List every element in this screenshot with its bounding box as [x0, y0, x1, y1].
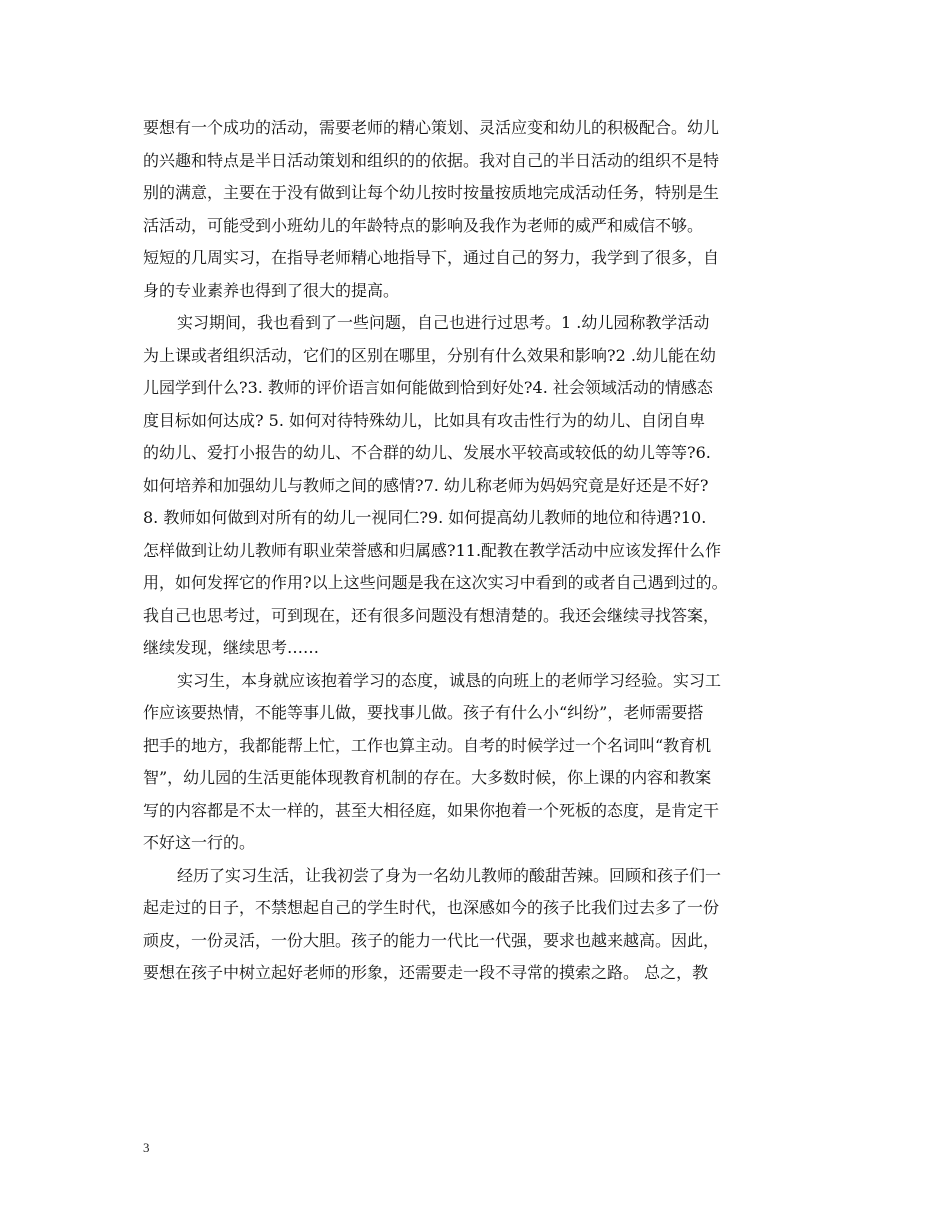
text-line: 短短的几周实习，在指导老师精心地指导下，通过自己的努力，我学到了很多，自 — [143, 248, 720, 267]
paragraph — [143, 860, 815, 990]
text-line: 8. 教师如何做到对所有的幼儿一视同仁?9. 如何提高幼儿教师的地位和待遇?10. — [143, 508, 707, 527]
text-line: 把手的地方，我都能帮上忙，工作也算主动。自考的时候学过一个名词叫“教育机 — [143, 735, 712, 755]
text-line: 度目标如何达成? 5. 如何对待特殊幼儿，比如具有攻击性行为的幼儿、自闭自卑 — [143, 410, 706, 430]
text-line: 儿园学到什么?3. 教师的评价语言如何能做到恰到好处?4. 社会领域活动的情感态 — [143, 378, 713, 397]
text-line: 活活动，可能受到小班幼儿的年龄特点的影响及我作为老师的威严和威信不够。 — [143, 215, 704, 235]
page-number: 3 — [143, 1140, 150, 1155]
text-line: 如何培养和加强幼儿与教师之间的感情?7. 幼儿称老师为妈妈究竟是好还是不好? — [143, 475, 709, 495]
text-line: 经历了实习生活，让我初尝了身为一名幼儿教师的酸甜苦辣。回顾和孩子们一 — [177, 865, 722, 885]
paragraph — [143, 665, 815, 860]
text-line: 用，如何发挥它的作用?以上这些问题是我在这次实习中看到的或者自己遇到过的。 — [143, 573, 728, 592]
document-body — [143, 112, 815, 990]
text-line: 身的专业素养也得到了很大的提高。 — [143, 280, 400, 300]
text-line: 为上课或者组织活动，它们的区别在哪里，分别有什么效果和影响?2 .幼儿能在幼 — [143, 345, 716, 365]
text-line: 作应该要热情，不能等事儿做，要找事儿做。孩子有什么小“纠纷”，老师需要搭 — [143, 703, 704, 722]
text-line: 起走过的日子，不禁想起自己的学生时代，也深感如今的孩子比我们过去多了一份 — [143, 898, 720, 917]
text-line: 怎样做到让幼儿教师有职业荣誉感和归属感?11.配教在教学活动中应该发挥什么作 — [143, 540, 722, 560]
text-line: 要想在孩子中树立起好老师的形象，还需要走一段不寻常的摸索之路。 总之，教 — [143, 963, 709, 982]
paragraph — [143, 112, 815, 307]
text-line: 要想有一个成功的活动，需要老师的精心策划、灵活应变和幼儿的积极配合。幼儿 — [143, 118, 720, 137]
text-line: 写的内容都是不太一样的，甚至大相径庭，如果你抱着一个死板的态度，是肯定干 — [143, 800, 720, 820]
text-line: 智”，幼儿园的生活更能体现教育机制的存在。大多数时候，你上课的内容和教案 — [143, 768, 712, 787]
text-line: 别的满意，主要在于没有做到让每个幼儿按时按量按质地完成活动任务，特别是生 — [143, 183, 720, 202]
text-line: 的幼儿、爱打小报告的幼儿、不合群的幼儿、发展水平较高或较低的幼儿等等?6. — [143, 443, 711, 462]
text-line: 不好这一行的。 — [143, 833, 256, 852]
text-line: 继续发现，继续思考…… — [143, 638, 320, 657]
paragraph — [143, 307, 815, 665]
text-line: 实习生，本身就应该抱着学习的态度，诚恳的向班上的老师学习经验。实习工 — [177, 670, 722, 690]
text-line: 顽皮，一份灵活，一份大胆。孩子的能力一代比一代强，要求也越来越高。因此， — [143, 930, 720, 950]
text-line: 我自己也思考过，可到现在，还有很多问题没有想清楚的。我还会继续寻找答案， — [143, 605, 720, 625]
text-line: 实习期间，我也看到了一些问题，自己也进行过思考。1 .幼儿园称教学活动 — [177, 313, 710, 332]
text-line: 的兴趣和特点是半日活动策划和组织的的依据。我对自己的半日活动的组织不是特 — [143, 150, 720, 170]
